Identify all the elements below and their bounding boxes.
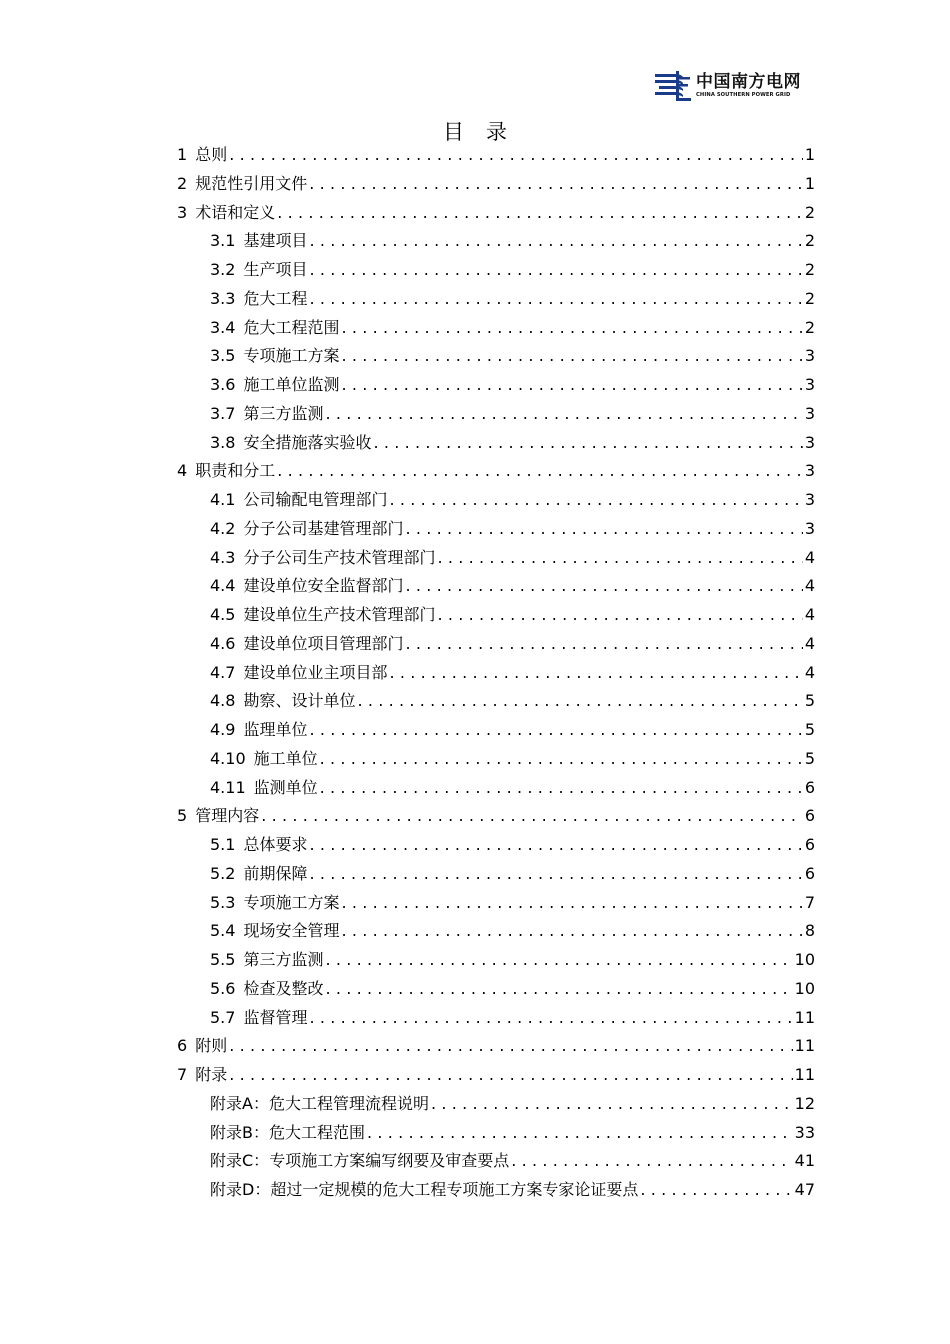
toc-entry[interactable]: [177, 889, 815, 918]
toc-entry-page-number: 3: [804, 461, 815, 481]
toc-entry[interactable]: [177, 256, 815, 285]
dot-leader: [309, 831, 802, 860]
toc-entry-title: 监理单位: [243, 720, 308, 739]
toc-entry-number: 3.5: [210, 346, 236, 366]
dot-leader: [309, 1004, 792, 1033]
toc-entry[interactable]: [177, 314, 815, 343]
toc-entry-label: [210, 889, 339, 918]
toc-entry[interactable]: [177, 659, 815, 688]
toc-entry-page-number: 6: [804, 806, 815, 826]
toc-entry-page-number: 11: [794, 1036, 815, 1056]
dot-leader: [341, 342, 802, 371]
toc-entry-label: [210, 256, 307, 285]
toc-entry-title: 建设单位安全监督部门: [243, 576, 404, 596]
toc-entry-number: 附录B：: [210, 1122, 269, 1142]
toc-entry-number: 3.6: [210, 375, 236, 394]
dot-leader: [367, 1119, 793, 1148]
toc-entry-label: [210, 515, 403, 544]
toc-entry[interactable]: [177, 687, 815, 716]
toc-entry[interactable]: [177, 1090, 815, 1119]
toc-entry-title: 危大工程范围: [268, 1122, 365, 1142]
toc-entry-number: 4.6: [210, 633, 236, 653]
toc-entry-title: 分子公司基建管理部门: [243, 518, 404, 538]
toc-entry-page-number: 12: [794, 1093, 815, 1113]
toc-entry-label: [177, 802, 259, 831]
toc-entry-number: 1: [177, 145, 188, 164]
toc-entry-page-number: 2: [804, 202, 815, 222]
toc-entry[interactable]: [177, 141, 815, 170]
table-of-contents: [177, 141, 815, 1205]
toc-entry-label: [177, 1032, 227, 1061]
toc-entry-page-number: 47: [794, 1180, 815, 1199]
toc-entry[interactable]: [177, 1119, 815, 1148]
toc-entry-label: [210, 400, 323, 429]
toc-entry-number: 4.1: [210, 490, 236, 509]
toc-entry-page-number: 10: [794, 978, 815, 998]
toc-entry-page-number: 5: [804, 691, 815, 711]
toc-entry-title: 总则: [195, 145, 228, 164]
toc-entry-number: 附录D：: [210, 1180, 271, 1199]
dot-leader: [373, 429, 802, 458]
toc-entry-page-number: 6: [804, 835, 815, 854]
toc-entry-title: 超过一定规模的危大工程专项施工方案专家论证要点: [270, 1180, 639, 1199]
toc-entry-number: 5.6: [210, 978, 236, 998]
toc-entry[interactable]: [177, 630, 815, 659]
toc-entry-number: 3.7: [210, 403, 236, 423]
toc-title: 目录: [443, 120, 529, 144]
toc-entry[interactable]: [177, 429, 815, 458]
dot-leader: [261, 802, 803, 831]
dot-leader: [389, 659, 802, 688]
toc-entry-number: 附录C：: [210, 1151, 270, 1171]
toc-entry-page-number: 5: [804, 748, 815, 768]
toc-entry-label: [210, 285, 307, 314]
toc-entry-number: 3: [177, 202, 188, 222]
toc-entry-label: [210, 429, 371, 458]
toc-entry-title: 施工单位监测: [243, 375, 340, 394]
toc-entry-label: [210, 659, 387, 688]
toc-entry-title: 公司输配电管理部门: [243, 490, 388, 509]
toc-entry[interactable]: [177, 457, 815, 486]
toc-entry[interactable]: [177, 515, 815, 544]
toc-entry-number: 4: [177, 461, 188, 481]
toc-entry-label: [177, 141, 227, 170]
toc-entry-number: 6: [177, 1036, 188, 1056]
toc-entry-number: 4.2: [210, 518, 236, 538]
dot-leader: [309, 170, 803, 199]
dot-leader: [341, 889, 802, 918]
dot-leader: [640, 1176, 792, 1205]
toc-entry-page-number: 3: [804, 403, 815, 423]
dot-leader: [405, 515, 802, 544]
toc-entry-page-number: 4: [804, 605, 815, 624]
toc-entry-page-number: 2: [804, 288, 815, 308]
toc-entry-label: [177, 199, 275, 228]
toc-entry-label: [210, 687, 355, 716]
toc-entry-label: [210, 1090, 429, 1119]
toc-entry-title: 建设单位生产技术管理部门: [243, 605, 436, 624]
dot-leader: [320, 745, 803, 774]
toc-entry-title: 总体要求: [243, 835, 308, 854]
toc-entry-page-number: 4: [804, 576, 815, 596]
toc-entry-page-number: 11: [794, 1065, 815, 1084]
toc-entry-number: 5.3: [210, 892, 236, 912]
toc-entry-title: 专项施工方案编写纲要及审查要点: [269, 1151, 510, 1171]
toc-entry[interactable]: [177, 802, 815, 831]
toc-entry-label: [210, 1176, 638, 1205]
toc-entry[interactable]: [177, 946, 815, 975]
dot-leader: [277, 199, 803, 228]
toc-entry-page-number: 2: [804, 317, 815, 337]
toc-entry-number: 5.2: [210, 863, 236, 883]
toc-entry-number: 4.9: [210, 720, 236, 739]
toc-entry[interactable]: [177, 831, 815, 860]
toc-entry-label: [210, 1004, 307, 1033]
toc-entry-title: 前期保障: [243, 863, 308, 883]
logo-name-cn: 中国南方电网: [696, 71, 801, 92]
toc-entry[interactable]: [177, 917, 815, 946]
toc-entry-page-number: 6: [804, 863, 815, 883]
dot-leader: [229, 141, 803, 170]
toc-entry-label: [177, 457, 275, 486]
toc-entry[interactable]: [177, 285, 815, 314]
toc-entry-title: 勘察、设计单位: [243, 691, 356, 711]
toc-entry-title: 第三方监测: [243, 950, 324, 969]
toc-entry-page-number: 11: [794, 1007, 815, 1027]
dot-leader: [309, 860, 802, 889]
toc-entry[interactable]: [177, 745, 815, 774]
toc-entry-title: 专项施工方案: [243, 892, 340, 912]
toc-entry-title: 管理内容: [195, 806, 260, 826]
toc-entry-label: [177, 170, 307, 199]
toc-entry-title: 分子公司生产技术管理部门: [243, 547, 436, 567]
dot-leader: [437, 601, 802, 630]
toc-entry-page-number: 3: [804, 490, 815, 509]
toc-entry-title: 附录: [195, 1065, 228, 1084]
toc-entry-number: 4.11: [210, 777, 246, 797]
toc-entry-label: [210, 975, 323, 1004]
toc-entry[interactable]: [177, 170, 815, 199]
toc-entry-number: 4.7: [210, 662, 236, 682]
dot-leader: [309, 716, 802, 745]
toc-entry-label: [177, 1061, 227, 1090]
toc-entry[interactable]: [177, 342, 815, 371]
toc-entry-label: [210, 371, 339, 400]
toc-entry-number: 5.7: [210, 1007, 236, 1027]
dot-leader: [431, 1090, 793, 1119]
toc-entry-label: [210, 774, 318, 803]
toc-entry-label: [210, 342, 339, 371]
toc-entry-page-number: 6: [804, 777, 815, 797]
toc-entry-number: 4.5: [210, 605, 236, 624]
china-southern-power-grid-logo-icon: [655, 71, 691, 101]
toc-entry-title: 危大工程管理流程说明: [268, 1093, 429, 1113]
toc-entry-title: 安全措施落实验收: [243, 432, 372, 452]
toc-entry-title: 现场安全管理: [243, 921, 340, 941]
toc-entry-label: [210, 1119, 365, 1148]
toc-entry-page-number: 2: [804, 260, 815, 279]
toc-entry-label: [210, 917, 339, 946]
dot-leader: [309, 227, 802, 256]
toc-entry[interactable]: [177, 572, 815, 601]
dot-leader: [389, 486, 802, 515]
toc-entry[interactable]: [177, 400, 815, 429]
toc-entry-title: 基建项目: [243, 231, 308, 251]
toc-entry-title: 危大工程: [243, 288, 308, 308]
dot-leader: [277, 457, 803, 486]
toc-entry-label: [210, 601, 435, 630]
dot-leader: [309, 256, 802, 285]
toc-entry-label: [210, 227, 307, 256]
toc-entry-title: 生产项目: [243, 260, 308, 279]
toc-entry-page-number: 1: [804, 173, 815, 193]
toc-entry-page-number: 5: [804, 720, 815, 739]
toc-entry-page-number: 1: [804, 145, 815, 164]
toc-entry[interactable]: [177, 227, 815, 256]
dot-leader: [320, 774, 803, 803]
toc-entry[interactable]: [177, 1032, 815, 1061]
dot-leader: [405, 630, 802, 659]
toc-entry-number: 4.10: [210, 748, 246, 768]
toc-entry-page-number: 4: [804, 547, 815, 567]
toc-entry-page-number: 3: [804, 346, 815, 366]
toc-entry-label: [210, 486, 387, 515]
toc-entry-number: 附录A：: [210, 1093, 269, 1113]
toc-entry[interactable]: [177, 601, 815, 630]
toc-entry[interactable]: [177, 544, 815, 573]
toc-entry[interactable]: [177, 199, 815, 228]
toc-entry[interactable]: [177, 975, 815, 1004]
toc-entry-number: 5: [177, 806, 188, 826]
toc-entry-title: 第三方监测: [243, 403, 324, 423]
dot-leader: [341, 314, 802, 343]
toc-entry-label: [210, 1147, 509, 1176]
toc-entry[interactable]: [177, 1176, 815, 1205]
dot-leader: [309, 285, 802, 314]
toc-entry-number: 5.4: [210, 921, 236, 941]
toc-entry-label: [210, 745, 318, 774]
logo-name-en: CHINA SOUTHERN POWER GRID: [696, 91, 791, 98]
toc-entry-page-number: 3: [804, 432, 815, 452]
toc-entry-page-number: 2: [804, 231, 815, 251]
toc-entry-label: [210, 572, 403, 601]
dot-leader: [341, 917, 802, 946]
toc-entry-number: 3.3: [210, 288, 236, 308]
toc-entry-title: 专项施工方案: [243, 346, 340, 366]
dot-leader: [325, 946, 792, 975]
dot-leader: [511, 1147, 792, 1176]
toc-entry-number: 4.3: [210, 547, 236, 567]
toc-entry-title: 施工单位: [253, 748, 318, 768]
toc-entry-label: [210, 716, 307, 745]
toc-entry[interactable]: [177, 860, 815, 889]
dot-leader: [357, 687, 802, 716]
toc-entry-page-number: 41: [794, 1151, 815, 1171]
toc-entry[interactable]: [177, 371, 815, 400]
toc-entry-title: 监测单位: [253, 777, 318, 797]
toc-entry-number: 2: [177, 173, 188, 193]
toc-entry-title: 危大工程范围: [243, 317, 340, 337]
toc-entry-label: [210, 946, 323, 975]
toc-entry-number: 7: [177, 1065, 188, 1084]
toc-entry-label: [210, 831, 307, 860]
toc-entry-number: 3.4: [210, 317, 236, 337]
toc-entry-number: 5.5: [210, 950, 236, 969]
toc-entry-number: 3.1: [210, 231, 236, 251]
dot-leader: [325, 975, 792, 1004]
toc-entry-page-number: 3: [804, 375, 815, 394]
toc-entry-title: 职责和分工: [195, 461, 276, 481]
dot-leader: [229, 1061, 792, 1090]
toc-entry-number: 3.8: [210, 432, 236, 452]
toc-entry-label: [210, 860, 307, 889]
toc-entry-number: 5.1: [210, 835, 236, 854]
toc-entry-title: 附则: [195, 1036, 228, 1056]
dot-leader: [325, 400, 802, 429]
toc-entry[interactable]: [177, 1061, 815, 1090]
company-logo: [655, 69, 820, 103]
toc-entry-label: [210, 314, 339, 343]
toc-entry-page-number: 7: [804, 892, 815, 912]
dot-leader: [229, 1032, 792, 1061]
dot-leader: [341, 371, 802, 400]
toc-entry[interactable]: [177, 774, 815, 803]
toc-entry-label: [210, 630, 403, 659]
toc-entry-page-number: 4: [804, 662, 815, 682]
toc-entry[interactable]: [177, 716, 815, 745]
dot-leader: [405, 572, 802, 601]
toc-entry-title: 术语和定义: [195, 202, 276, 222]
toc-entry-page-number: 8: [804, 921, 815, 941]
toc-entry-page-number: 4: [804, 633, 815, 653]
toc-entry-page-number: 10: [794, 950, 815, 969]
toc-entry-title: 建设单位项目管理部门: [243, 633, 404, 653]
toc-entry-page-number: 3: [804, 518, 815, 538]
toc-entry-label: [210, 544, 435, 573]
toc-entry-title: 规范性引用文件: [195, 173, 308, 193]
toc-entry-title: 建设单位业主项目部: [243, 662, 388, 682]
toc-entry[interactable]: [177, 1004, 815, 1033]
toc-entry-title: 监督管理: [243, 1007, 308, 1027]
toc-entry-title: 检查及整改: [243, 978, 324, 998]
toc-entry[interactable]: [177, 486, 815, 515]
toc-entry-number: 4.8: [210, 691, 236, 711]
toc-entry-number: 4.4: [210, 576, 236, 596]
toc-entry-page-number: 33: [794, 1122, 815, 1142]
toc-entry-number: 3.2: [210, 260, 236, 279]
toc-entry[interactable]: [177, 1147, 815, 1176]
dot-leader: [437, 544, 802, 573]
